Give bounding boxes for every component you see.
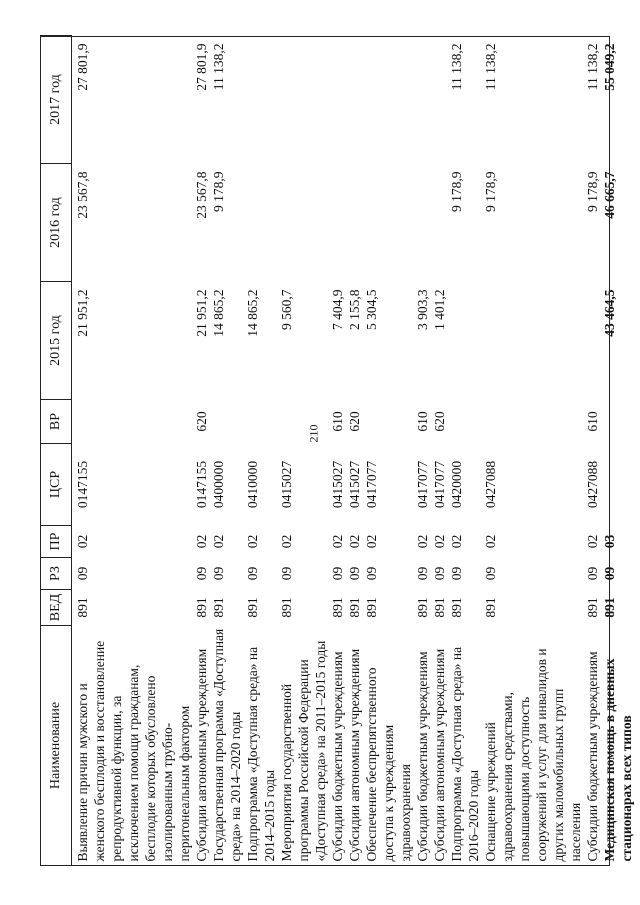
cell-y2017 — [414, 36, 431, 164]
cell-y2015: 2 155,8 — [347, 289, 362, 330]
cell-pr: 02 — [585, 534, 600, 549]
cell-y2015 — [482, 282, 584, 400]
cell-csr: 0417077 — [364, 460, 379, 509]
cell-pr: 02 — [347, 534, 362, 549]
table-row — [414, 36, 431, 866]
header-2017: 2017 год — [41, 36, 72, 164]
cell-name: Мероприятия государственной программы Российской Федерации «Доступная среда» на 2011–2015 годы — [279, 640, 328, 862]
cell-y2016 — [346, 164, 363, 282]
cell-vr: 610 — [415, 411, 430, 432]
table-row — [448, 36, 482, 866]
cell-y2017: 11 138,2 — [449, 43, 464, 91]
cell-y2016: 23 567,8 — [194, 171, 209, 219]
cell-csr: 0417077 — [415, 460, 430, 509]
cell-pr: 02 — [245, 534, 260, 549]
cell-csr: 0427088 — [585, 460, 600, 509]
cell-y2017 — [329, 36, 346, 164]
cell-rz: 09 — [449, 566, 464, 581]
cell-csr: 0420000 — [449, 460, 464, 509]
budget-table — [40, 35, 635, 866]
cell-y2015: 14 865,2 — [211, 289, 226, 337]
cell-csr: 0147155 — [194, 460, 209, 509]
cell-ved: 891 — [364, 597, 379, 618]
cell-pr: 02 — [194, 534, 209, 549]
cell-ved: 891 — [194, 597, 209, 618]
header-vr: ВР — [41, 400, 72, 444]
cell-ved: 891 — [245, 597, 260, 618]
cell-vr — [601, 400, 635, 444]
cell-rz: 09 — [279, 566, 294, 581]
table-row — [329, 36, 346, 866]
cell-ved: 891 — [585, 597, 600, 618]
cell-y2017 — [363, 36, 414, 164]
cell-y2017 — [346, 36, 363, 164]
cell-csr: 0417077 — [432, 460, 447, 509]
header-2016: 2016 год — [41, 164, 72, 282]
cell-y2017 — [278, 36, 329, 164]
cell-y2016 — [414, 164, 431, 282]
cell-csr: 0415027 — [330, 460, 345, 509]
table-row — [278, 36, 329, 866]
cell-name: Оснащение учреждений здравоохранения средствами, повышающими доступность сооружений и услуг для инвалидов и других маломобильных групп населения — [483, 648, 583, 862]
cell-y2016 — [244, 164, 278, 282]
cell-vr — [210, 400, 244, 444]
cell-y2015: 21 951,2 — [194, 289, 209, 337]
cell-rz: 09 — [75, 566, 90, 581]
header-ved: ВЕД — [41, 590, 72, 626]
rotated-page — [40, 36, 634, 866]
cell-y2016: 23 567,8 — [75, 171, 90, 219]
cell-rz: 09 — [347, 566, 362, 581]
cell-y2016 — [431, 164, 448, 282]
cell-y2017: 11 138,2 — [211, 43, 226, 91]
cell-rz: 09 — [602, 566, 617, 581]
cell-y2015: 7 404,9 — [330, 289, 345, 330]
cell-name: Медицинская помощь в дневных стационарах всех типов — [602, 658, 634, 862]
cell-name: Государственная программа «Доступная среда» на 2014–2020 годы — [211, 628, 243, 862]
header-row — [41, 36, 72, 866]
cell-rz: 09 — [415, 566, 430, 581]
cell-pr: 02 — [449, 534, 464, 549]
table-row — [363, 36, 414, 866]
cell-y2015: 9 560,7 — [279, 289, 294, 330]
cell-ved: 891 — [211, 597, 226, 618]
cell-rz: 09 — [194, 566, 209, 581]
cell-csr: 0410000 — [245, 460, 260, 509]
table-row — [244, 36, 278, 866]
cell-name: Субсидии бюджетным учреждениям — [415, 651, 430, 862]
cell-y2015: 3 903,3 — [415, 289, 430, 330]
cell-name: Субсидии автономным учреждениям — [432, 648, 447, 862]
cell-csr: 0147155 — [75, 460, 90, 509]
cell-vr — [244, 400, 278, 444]
table-row — [72, 36, 194, 866]
cell-y2015: 1 401,2 — [432, 289, 447, 330]
cell-vr: 620 — [194, 411, 209, 432]
cell-pr: 03 — [602, 534, 617, 549]
cell-pr: 02 — [432, 534, 447, 549]
cell-y2017: 27 801,9 — [194, 43, 209, 91]
cell-name: Подпрограмма «Доступная среда» на 2014–2015 годы — [245, 646, 277, 862]
cell-rz: 09 — [364, 566, 379, 581]
cell-y2015: 5 304,5 — [364, 289, 379, 330]
cell-csr: 0415027 — [279, 460, 294, 509]
cell-ved: 891 — [75, 597, 90, 618]
cell-name: Подпрограмма «Доступная среда» на 2016–2020 годы — [449, 646, 481, 862]
cell-pr: 02 — [211, 534, 226, 549]
cell-y2015: 43 464,5 — [602, 289, 617, 337]
cell-ved: 891 — [602, 597, 617, 618]
cell-pr: 02 — [75, 534, 90, 549]
header-rz: РЗ — [41, 558, 72, 590]
cell-ved: 891 — [432, 597, 447, 618]
table-row — [346, 36, 363, 866]
cell-name: Выявление причин мужского и женского бесплодия и восстановление репродуктивной функции, за исключением помощи гражданам, бесплодие которых обусловлено изолированным трубно-перитонеальным фактором — [75, 640, 192, 862]
cell-csr — [601, 444, 635, 526]
header-csr: ЦСР — [41, 444, 72, 526]
page-number: 210 — [306, 424, 321, 443]
table-row — [482, 36, 584, 866]
cell-pr: 02 — [330, 534, 345, 549]
cell-vr — [278, 400, 329, 444]
cell-csr: 0415027 — [347, 460, 362, 509]
cell-y2016 — [329, 164, 346, 282]
cell-rz: 09 — [432, 566, 447, 581]
cell-y2017: 11 138,2 — [483, 43, 498, 91]
cell-y2016 — [363, 164, 414, 282]
table-row — [431, 36, 448, 866]
cell-y2015: 21 951,2 — [75, 289, 90, 337]
cell-csr: 0400000 — [211, 460, 226, 509]
cell-y2016: 9 178,9 — [585, 171, 600, 212]
cell-y2016: 9 178,9 — [449, 171, 464, 212]
cell-ved: 891 — [279, 597, 294, 618]
cell-pr: 02 — [483, 534, 498, 549]
cell-name: Обеспечение беспрепятственного доступа к учреждениям здравоохранения — [364, 667, 413, 862]
cell-ved: 891 — [347, 597, 362, 618]
cell-rz: 09 — [330, 566, 345, 581]
cell-vr: 620 — [432, 411, 447, 432]
cell-vr — [363, 400, 414, 444]
table-row — [601, 36, 635, 866]
cell-vr: 620 — [347, 411, 362, 432]
cell-vr — [448, 400, 482, 444]
cell-rz: 09 — [483, 566, 498, 581]
cell-vr: 610 — [330, 411, 345, 432]
cell-rz: 09 — [245, 566, 260, 581]
cell-y2015 — [584, 282, 601, 400]
cell-y2017 — [431, 36, 448, 164]
cell-name: Субсидии автономным учреждениям — [347, 648, 362, 862]
table-row — [584, 36, 601, 866]
cell-ved: 891 — [415, 597, 430, 618]
cell-ved: 891 — [330, 597, 345, 618]
cell-pr: 02 — [364, 534, 379, 549]
cell-y2016: 9 178,9 — [483, 171, 498, 212]
cell-ved: 891 — [449, 597, 464, 618]
cell-y2015 — [448, 282, 482, 400]
cell-vr — [482, 400, 584, 444]
cell-pr: 02 — [279, 534, 294, 549]
cell-rz: 09 — [585, 566, 600, 581]
cell-y2017: 11 138,2 — [585, 43, 600, 91]
cell-rz: 09 — [211, 566, 226, 581]
cell-vr: 610 — [585, 411, 600, 432]
cell-y2017: 55 049,2 — [602, 43, 617, 91]
cell-y2017 — [244, 36, 278, 164]
cell-y2016: 9 178,9 — [211, 171, 226, 212]
cell-pr: 02 — [415, 534, 430, 549]
cell-name: Субсидии автономным учреждениям — [194, 648, 209, 862]
cell-y2016 — [278, 164, 329, 282]
header-name: Наименование — [41, 626, 72, 866]
cell-y2016: 46 665,7 — [602, 171, 617, 219]
table-body — [72, 36, 636, 866]
cell-name: Субсидии бюджетным учреждениям — [330, 651, 345, 862]
cell-name: Субсидии бюджетным учреждениям — [585, 651, 600, 862]
cell-vr — [72, 400, 194, 444]
header-pr: ПР — [41, 526, 72, 558]
header-2015: 2015 год — [41, 282, 72, 400]
table-row — [193, 36, 210, 866]
cell-ved: 891 — [483, 597, 498, 618]
cell-y2017: 27 801,9 — [75, 43, 90, 91]
table-row — [210, 36, 244, 866]
cell-csr: 0427088 — [483, 460, 498, 509]
cell-y2015: 14 865,2 — [245, 289, 260, 337]
